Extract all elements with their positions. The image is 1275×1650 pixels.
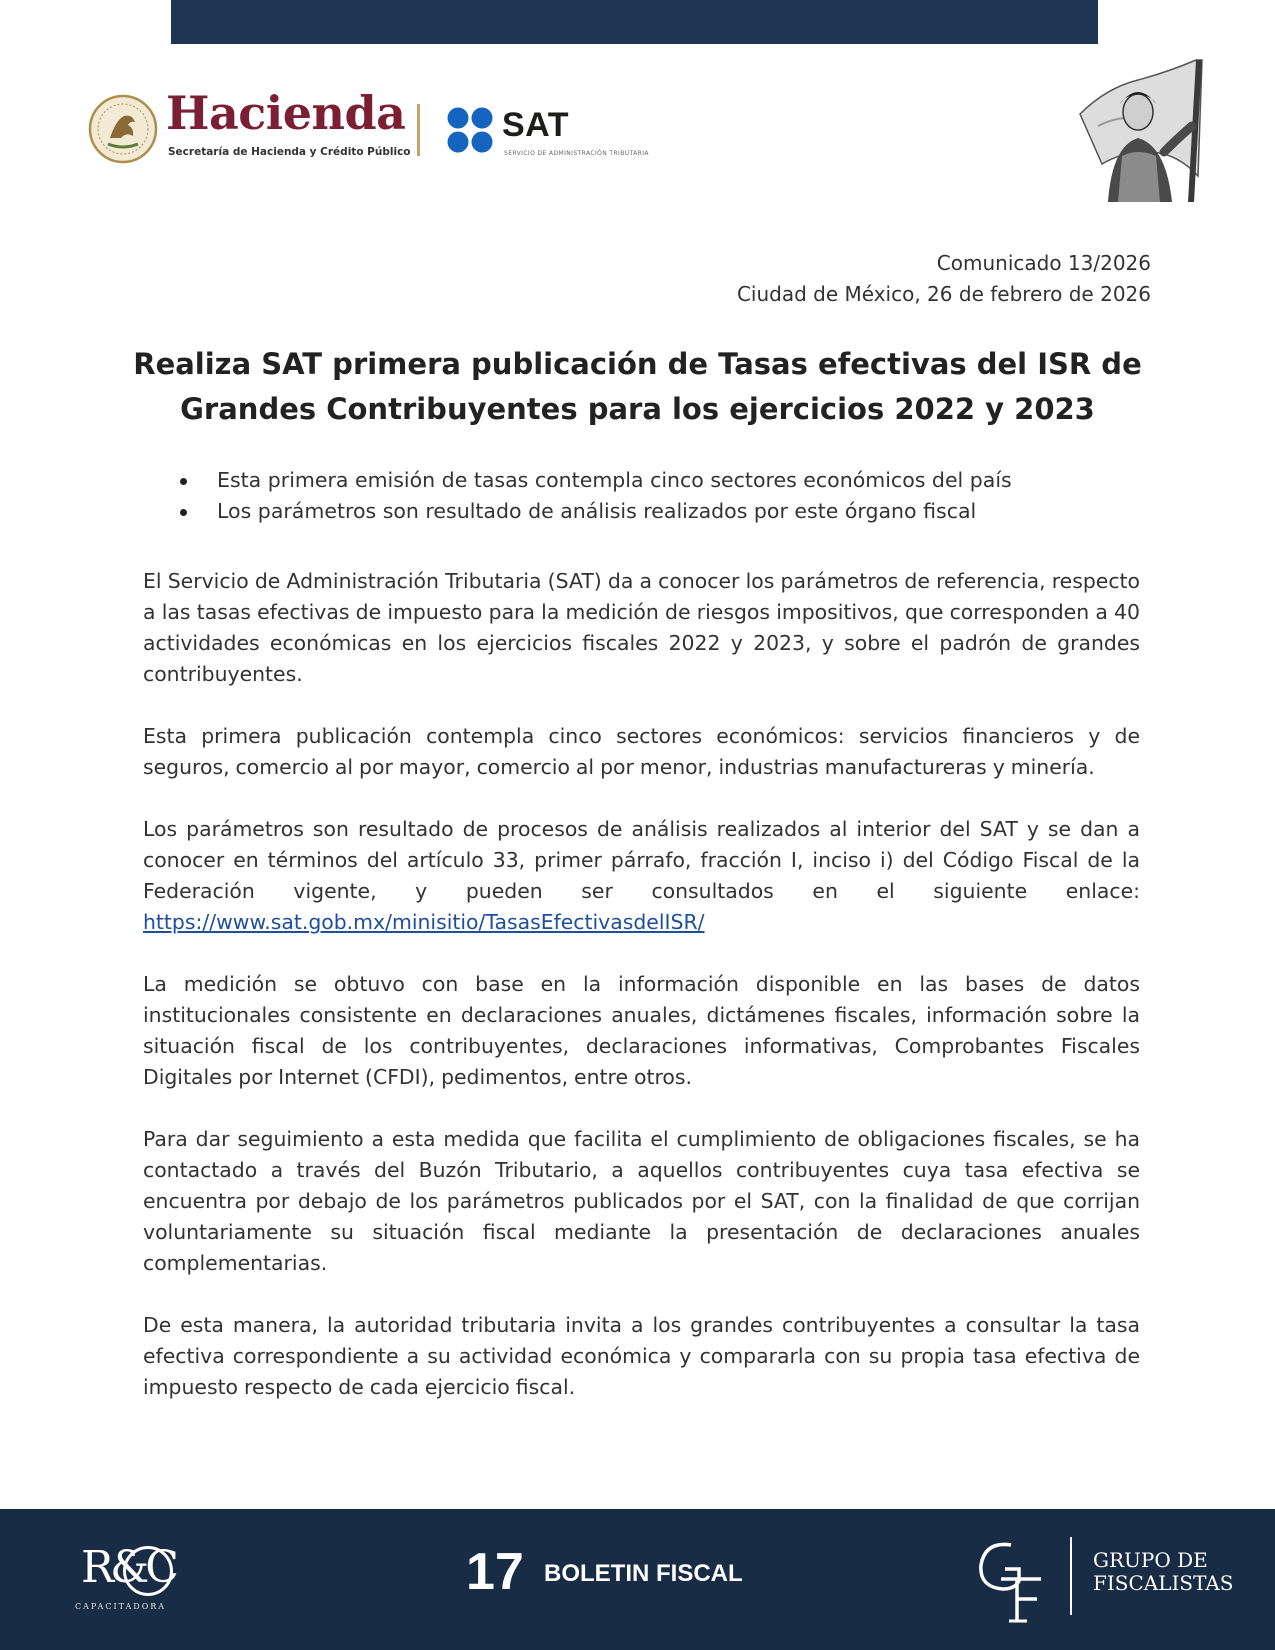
- bullet-dot-icon: [180, 478, 187, 485]
- page-number: 17: [466, 1543, 524, 1601]
- paragraph-1: El Servicio de Administración Tributaria (SAT) da a conocer los parámetros de referencia, respecto a las tasas efectivas de impuesto para la medición de riesgos impositivos, que corresponden a 40 actividades económicas en los ejercicios fiscales 2022 y 2023, y sobre el padrón de grandes contribuyentes.: [143, 569, 1140, 686]
- mexico-coat-of-arms-icon: [88, 94, 158, 164]
- paragraph-6: De esta manera, la autoridad tributaria invita a los grandes contribuyentes a consultar la tasa efectiva correspondiente a su actividad económica y compararla con su propia tasa efectiva de impuesto respecto de cada ejercicio fiscal.: [143, 1313, 1140, 1399]
- grupo-de-fiscalistas-name: [1093, 1549, 1234, 1595]
- paragraph-3-link-line: [143, 907, 1140, 938]
- top-banner-bar: [171, 0, 1098, 44]
- sat-subtitle: SERVICIO DE ADMINISTRACIÓN TRIBUTARIA: [504, 150, 649, 157]
- logo-divider: [417, 104, 420, 156]
- rc-capacitadora-logo: [75, 1542, 175, 1612]
- page-title: Realiza SAT primera publicación de Tasas efectivas del ISR de Grandes Contribuyentes para los ejercicios 2022 y 2023: [133, 347, 1142, 426]
- gf-monogram-icon: [975, 1535, 1045, 1625]
- gf-divider: [1070, 1537, 1072, 1615]
- communique-place-date: Ciudad de México, 26 de febrero de 2026: [736, 282, 1151, 306]
- paragraph-5: Para dar seguimiento a esta medida que facilita el cumplimiento de obligaciones fiscales, se ha contactado a través del Buzón Tributario, a aquellos contribuyentes cuya tasa efectiva se encuentra por debajo de los parámetros publicados por el SAT, con la finalidad de que corrijan voluntariamente su situación fiscal mediante la presentación de declaraciones anuales complementarias.: [143, 1127, 1140, 1275]
- header-logos: [88, 86, 708, 172]
- hacienda-logo-text: Hacienda: [166, 86, 406, 140]
- bullet-text: Esta primera emisión de tasas contempla cinco sectores económicos del país: [217, 468, 1012, 492]
- boletin-fiscal-label: BOLETIN FISCAL: [544, 1560, 743, 1587]
- paragraph-2: Esta primera publicación contempla cinco sectores económicos: servicios financieros y de seguros, comercio al por mayor, comercio al por menor, industrias manufactureras y minería.: [143, 724, 1140, 779]
- communique-info: [737, 248, 1151, 310]
- rc-logo-letters: R&C: [81, 1542, 175, 1593]
- summary-bullets: [180, 465, 1012, 527]
- gf-name-line-1: GRUPO DE: [1093, 1548, 1208, 1572]
- rc-logo-subtitle: CAPACITADORA: [75, 1602, 167, 1611]
- sat-logo-text: SAT: [502, 106, 569, 144]
- bullet-dot-icon: [180, 509, 187, 516]
- hacienda-subtitle: Secretaría de Hacienda y Crédito Público: [168, 146, 411, 158]
- footer-bar: [0, 1509, 1275, 1650]
- paragraph-4: La medición se obtuvo con base en la información disponible en las bases de datos institucionales consistente en declaraciones anuales, dictámenes fiscales, información sobre la situación fiscal de los contribuyentes, declaraciones informativas, Comprobantes Fiscales Digitales por Internet (CFDI), pedimentos, entre otros.: [143, 972, 1140, 1089]
- bullet-text: Los parámetros son resultado de análisis realizados por este órgano fiscal: [217, 499, 977, 523]
- list-item: [180, 496, 1012, 527]
- sat-tasas-efectivas-link[interactable]: https://www.sat.gob.mx/minisitio/TasasEfectivasdelISR/: [143, 910, 705, 934]
- gf-name-line-2: FISCALISTAS: [1093, 1571, 1234, 1595]
- list-item: [180, 465, 1012, 496]
- sat-logo-icon: [446, 106, 494, 154]
- heroine-with-flag-illustration-icon: [1068, 56, 1208, 202]
- communique-number: Comunicado 13/2026: [936, 251, 1151, 275]
- paragraph-3: Los parámetros son resultado de procesos de análisis realizados al interior del SAT y se dan a conocer en términos del artículo 33, primer párrafo, fracción I, inciso i) del Código Fiscal de la Federación vigente, y pueden ser consultados en el siguiente enlace:: [143, 817, 1140, 903]
